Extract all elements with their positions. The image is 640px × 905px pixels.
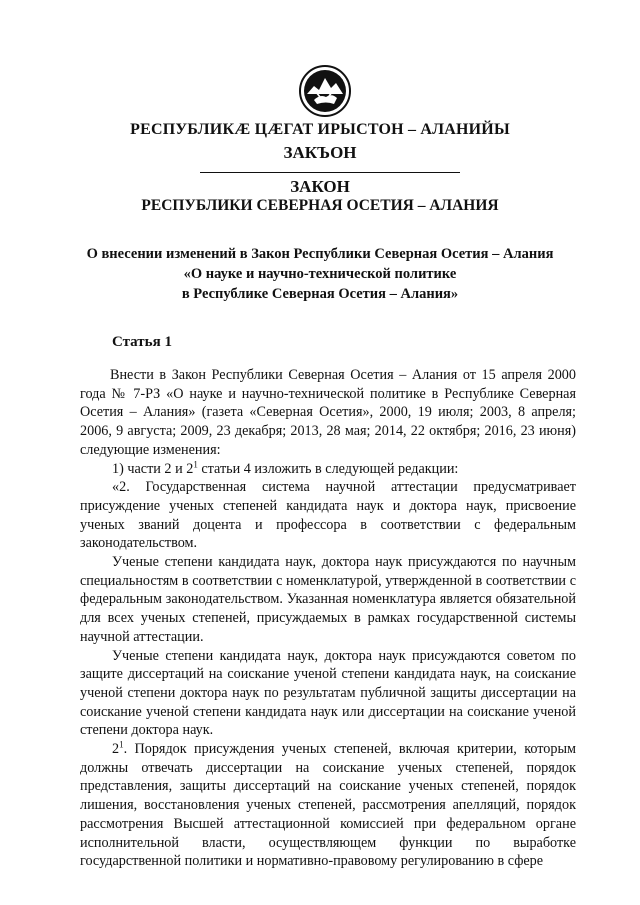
- law-title-line-2: «О науке и научно-технической политике: [183, 266, 457, 282]
- superscript: 1: [119, 739, 124, 750]
- header-ossetian-law: ЗАКЪОН: [283, 143, 357, 162]
- header-republic: РЕСПУБЛИКИ СЕВЕРНАЯ ОСЕТИЯ – АЛАНИЯ: [141, 197, 499, 214]
- superscript: 1: [193, 458, 198, 469]
- header-ossetian-republic: РЕСПУБЛИКÆ ЦÆГАТ ИРЫСТОН – АЛАНИЙЫ: [130, 121, 510, 138]
- paragraph-item-1: [80, 460, 576, 479]
- header-divider: [200, 172, 460, 173]
- paragraph-specialties: Ученые степени кандидата наук, доктора наук присуждаются по научным специальностям в соответствии с номенклатурой, утвержденной в соответствии с федеральным законодательством. Указанная номенклатура является обязательной для всех ученых степеней, присуждаемых в рамках государственной системы научной аттестации.: [80, 554, 576, 645]
- paragraph-item-1-text-end: статьи 4 изложить в следующей редакции:: [197, 460, 459, 477]
- paragraph-part-2-1-text: . Порядок присуждения ученых степеней, включая критерии, которым должны отвечать диссертации на соискание ученых степеней, порядок представления, защиты диссертаций на соискание ученых степеней, порядок лишения, восстановления ученых степеней, рассмотрения апелляций, порядок рассмотрения Высшей аттестационной комиссией при федеральном органе исполнительной власти, осуществляющем функции по выработке государственной политики и нормативно-правовому регулированию в сфере: [80, 741, 576, 870]
- paragraph-item-1-text: 1) части 2 и 2: [112, 460, 194, 477]
- paragraph-intro: Внести в Закон Республики Северная Осетия – Алания от 15 апреля 2000 года № 7-РЗ «О науке и научно-технической политике в Республике Северная Осетия – Алания» (газета «Северная Осетия», 2000, 19 июля; 2003, 8 апреля; 2006, 9 августа; 2009, 23 декабря; 2013, 28 мая; 2014, 22 октября; 2016, 23 июня) следующие изменения:: [80, 367, 576, 458]
- paragraph-part-2-1-num: 2: [112, 741, 120, 758]
- paragraph-part-2-1: [80, 740, 576, 871]
- law-title-line-1: О внесении изменений в Закон Республики Северная Осетия – Алания: [86, 246, 554, 262]
- paragraph-part-2: «2. Государственная система научной аттестации предусматривает присуждение ученых степеней кандидата наук и доктора наук, присвоение ученых званий доцента и профессора в соответствии с федеральным законодательством.: [80, 479, 576, 552]
- header-law: ЗАКОН: [290, 177, 350, 196]
- article-heading: Статья 1: [112, 334, 172, 350]
- document-body: [80, 366, 576, 871]
- paragraph-council: Ученые степени кандидата наук, доктора наук присуждаются советом по защите диссертаций на соискание ученой степени кандидата наук, на соискание ученой степени доктора наук по результатам публичной защиты диссертации на соискание ученой степени кандидата наук или диссертации на соискание ученой степени доктора наук.: [80, 647, 576, 739]
- coat-of-arms-emblem: [298, 64, 352, 118]
- law-title-line-3: в Республике Северная Осетия – Алания»: [181, 286, 459, 302]
